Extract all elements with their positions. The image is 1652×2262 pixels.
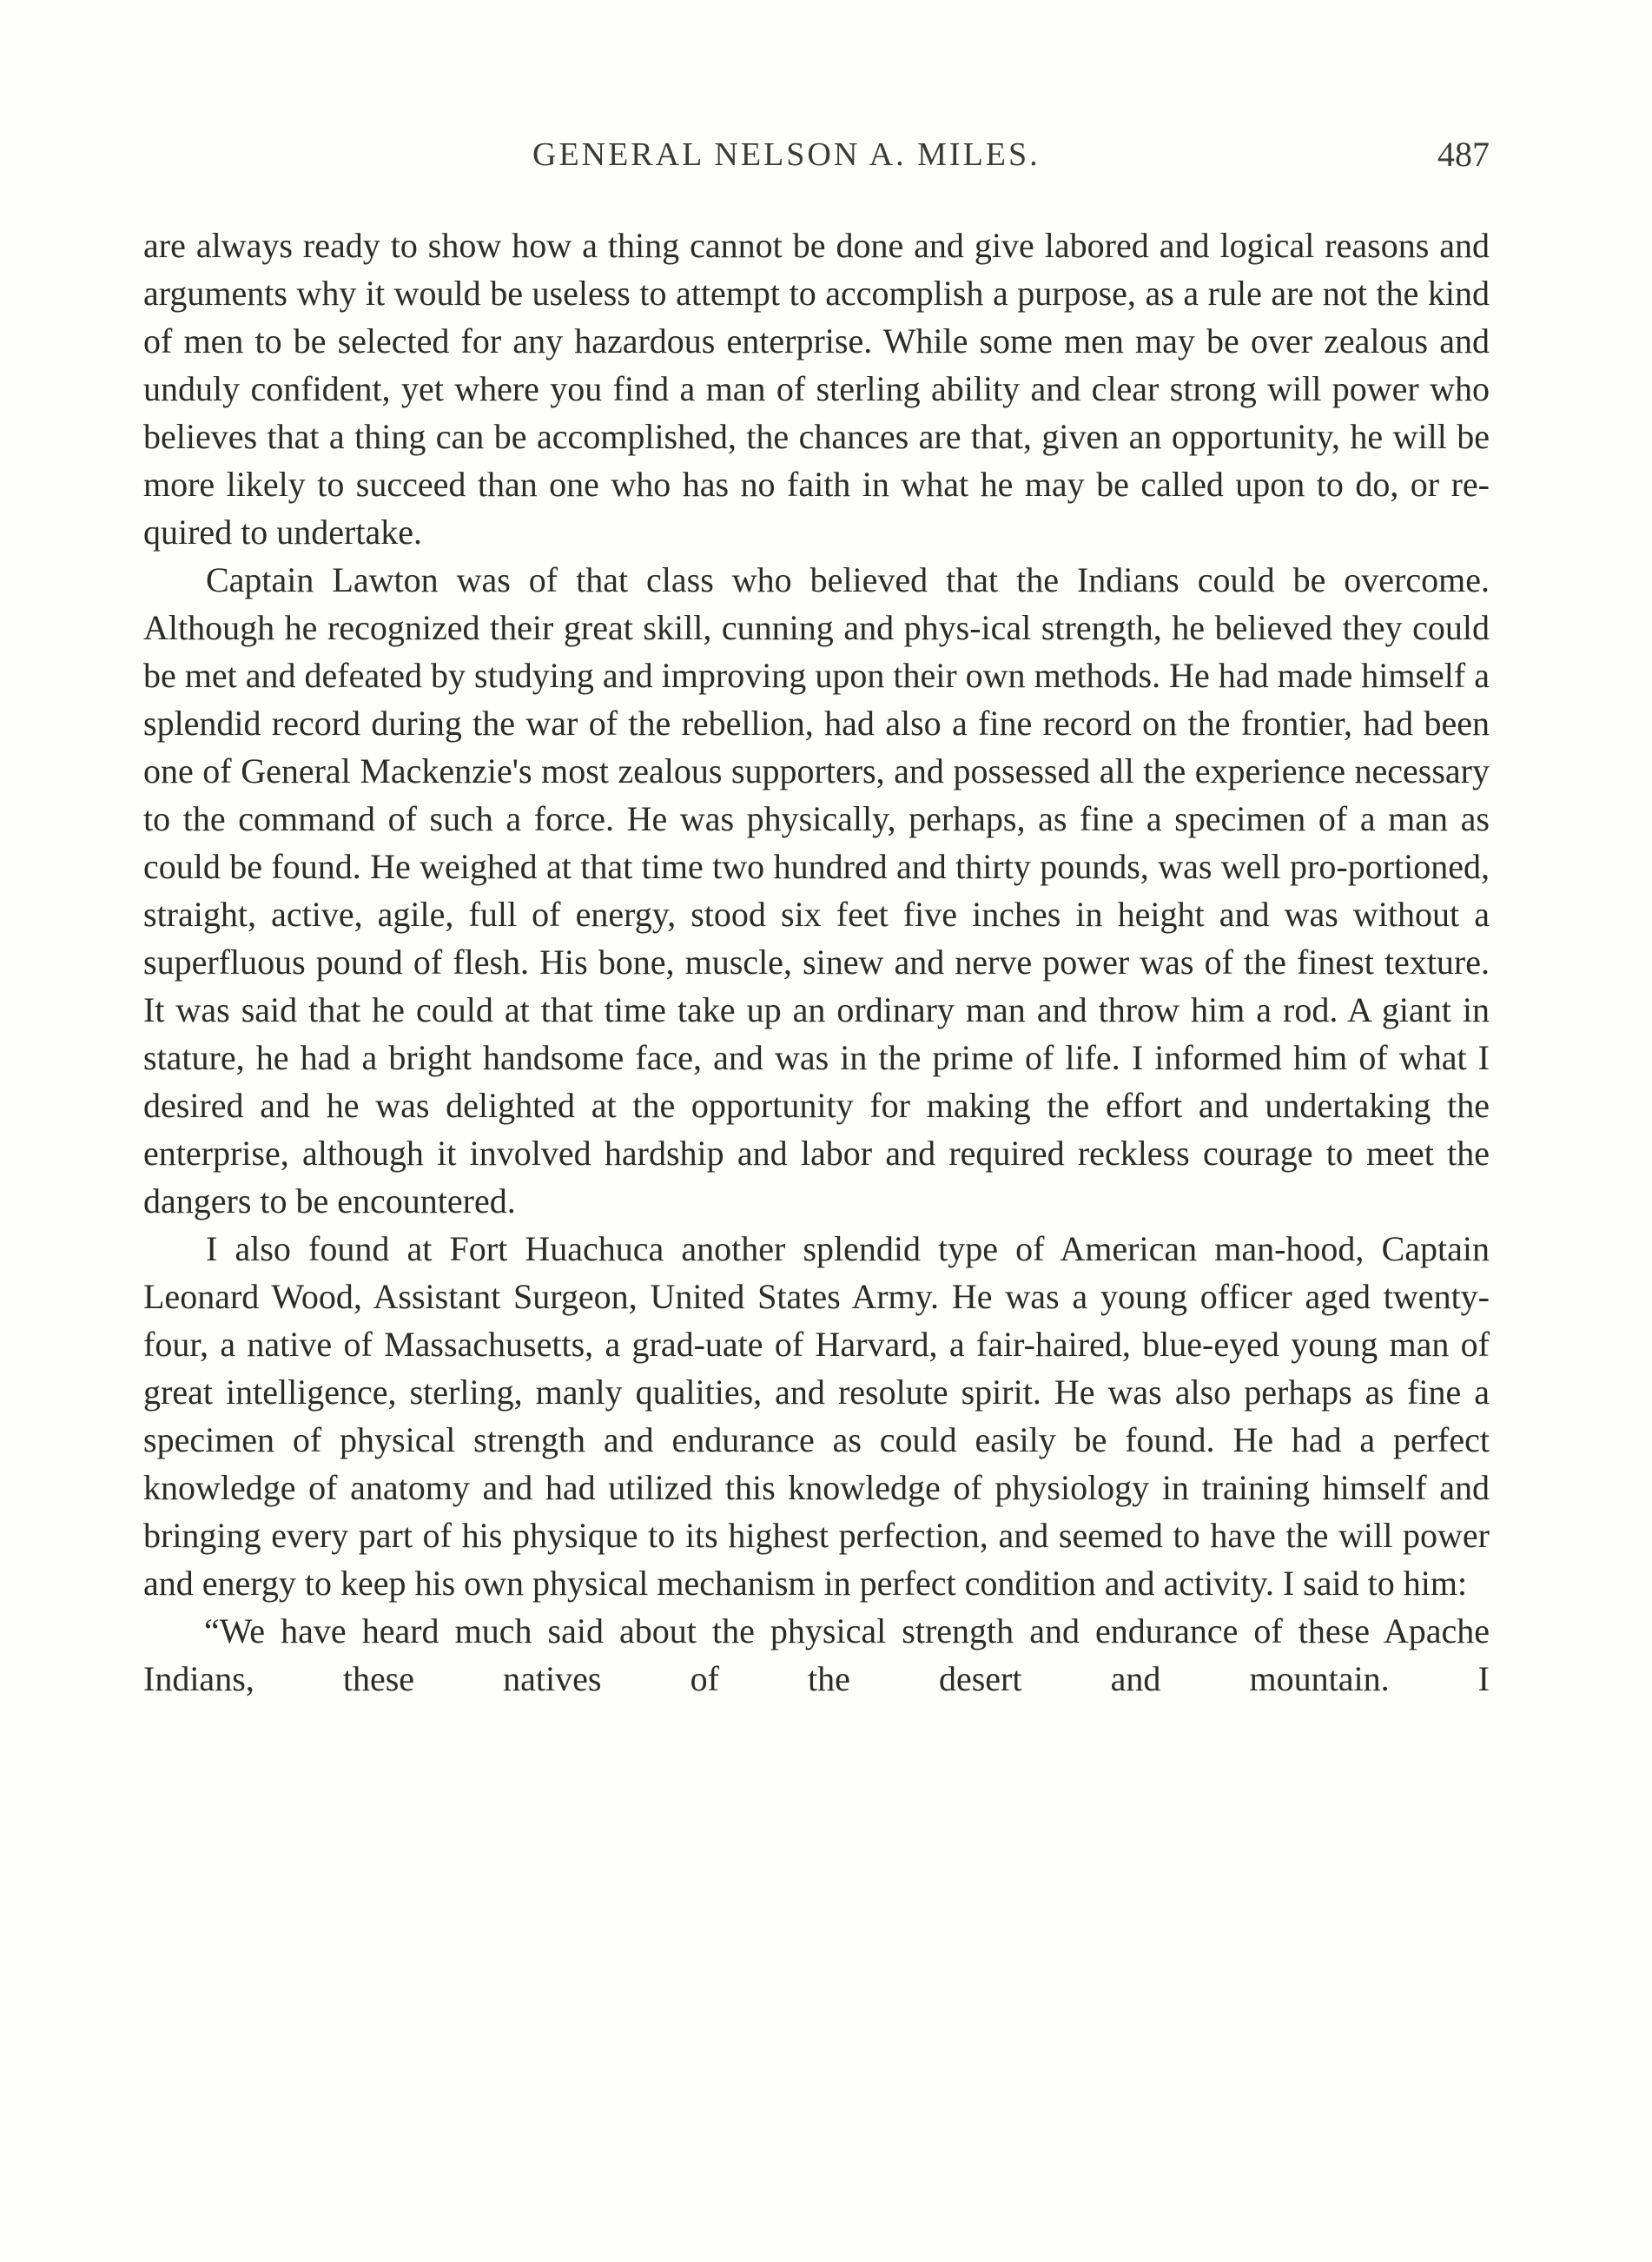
body-text — [143, 222, 1490, 1703]
paragraph-quote: “We have heard much said about the physical strength and endurance of these Apache Indians, these natives of the desert and mountain. I — [143, 1611, 1490, 1698]
page-number: 487 — [1437, 135, 1490, 174]
running-header — [143, 129, 1490, 181]
paragraph-lawton: Captain Lawton was of that class who believed that the Indians could be overcome. Although he recognized their great skill, cunning and phys-ical strength, he believed they could be met and defeated by studying and improving upon their own methods. He had made himself a splendid record during the war of the rebellion, had also a fine record on the frontier, had been one of General Mackenzie's most zealous supporters, and possessed all the experience necessary to the command of such a force. He was physically, perhaps, as fine a specimen of a man as could be found. He weighed at that time two hundred and thirty pounds, was well pro-portioned, straight, active, agile, full of energy, stood six feet five inches in height and was without a superfluous pound of flesh. His bone, muscle, sinew and nerve power was of the finest texture. It was said that he could at that time take up an ordinary man and throw him a rod. A giant in stature, he had a bright handsome face, and was in the prime of life. I informed him of what I desired and he was delighted at the opportunity for making the effort and undertaking the enterprise, although it involved hardship and labor and required reckless courage to meet the dangers to be encountered. — [143, 560, 1490, 1220]
running-title: GENERAL NELSON A. MILES. — [532, 136, 1041, 173]
paragraph-wood: I also found at Fort Huachuca another splendid type of American man-hood, Captain Leonard Wood, Assistant Surgeon, United States Army. He was a young officer aged twenty-four, a native of Massachusetts, a grad-uate of Harvard, a fair-haired, blue-eyed young man of great intelligence, sterling, manly qualities, and resolute spirit. He was also perhaps as fine a specimen of physical strength and endurance as could easily be found. He had a perfect knowledge of anatomy and had utilized this knowledge of physiology in training himself and bringing every part of his physique to its highest perfection, and seemed to have the will power and energy to keep his own physical mechanism in perfect condition and activity. I said to him: — [143, 1229, 1490, 1603]
paragraph-continuation: are always ready to show how a thing cannot be done and give labored and logical reasons and arguments why it would be useless to attempt to accomplish a purpose, as a rule are not the kind of men to be selected for any hazardous enterprise. While some men may be over zealous and unduly confident, yet where you find a man of sterling ability and clear strong will power who believes that a thing can be accomplished, the chances are that, given an opportunity, he will be more likely to succeed than one who has no faith in what he may be called upon to do, or re-quired to undertake. — [143, 226, 1490, 552]
